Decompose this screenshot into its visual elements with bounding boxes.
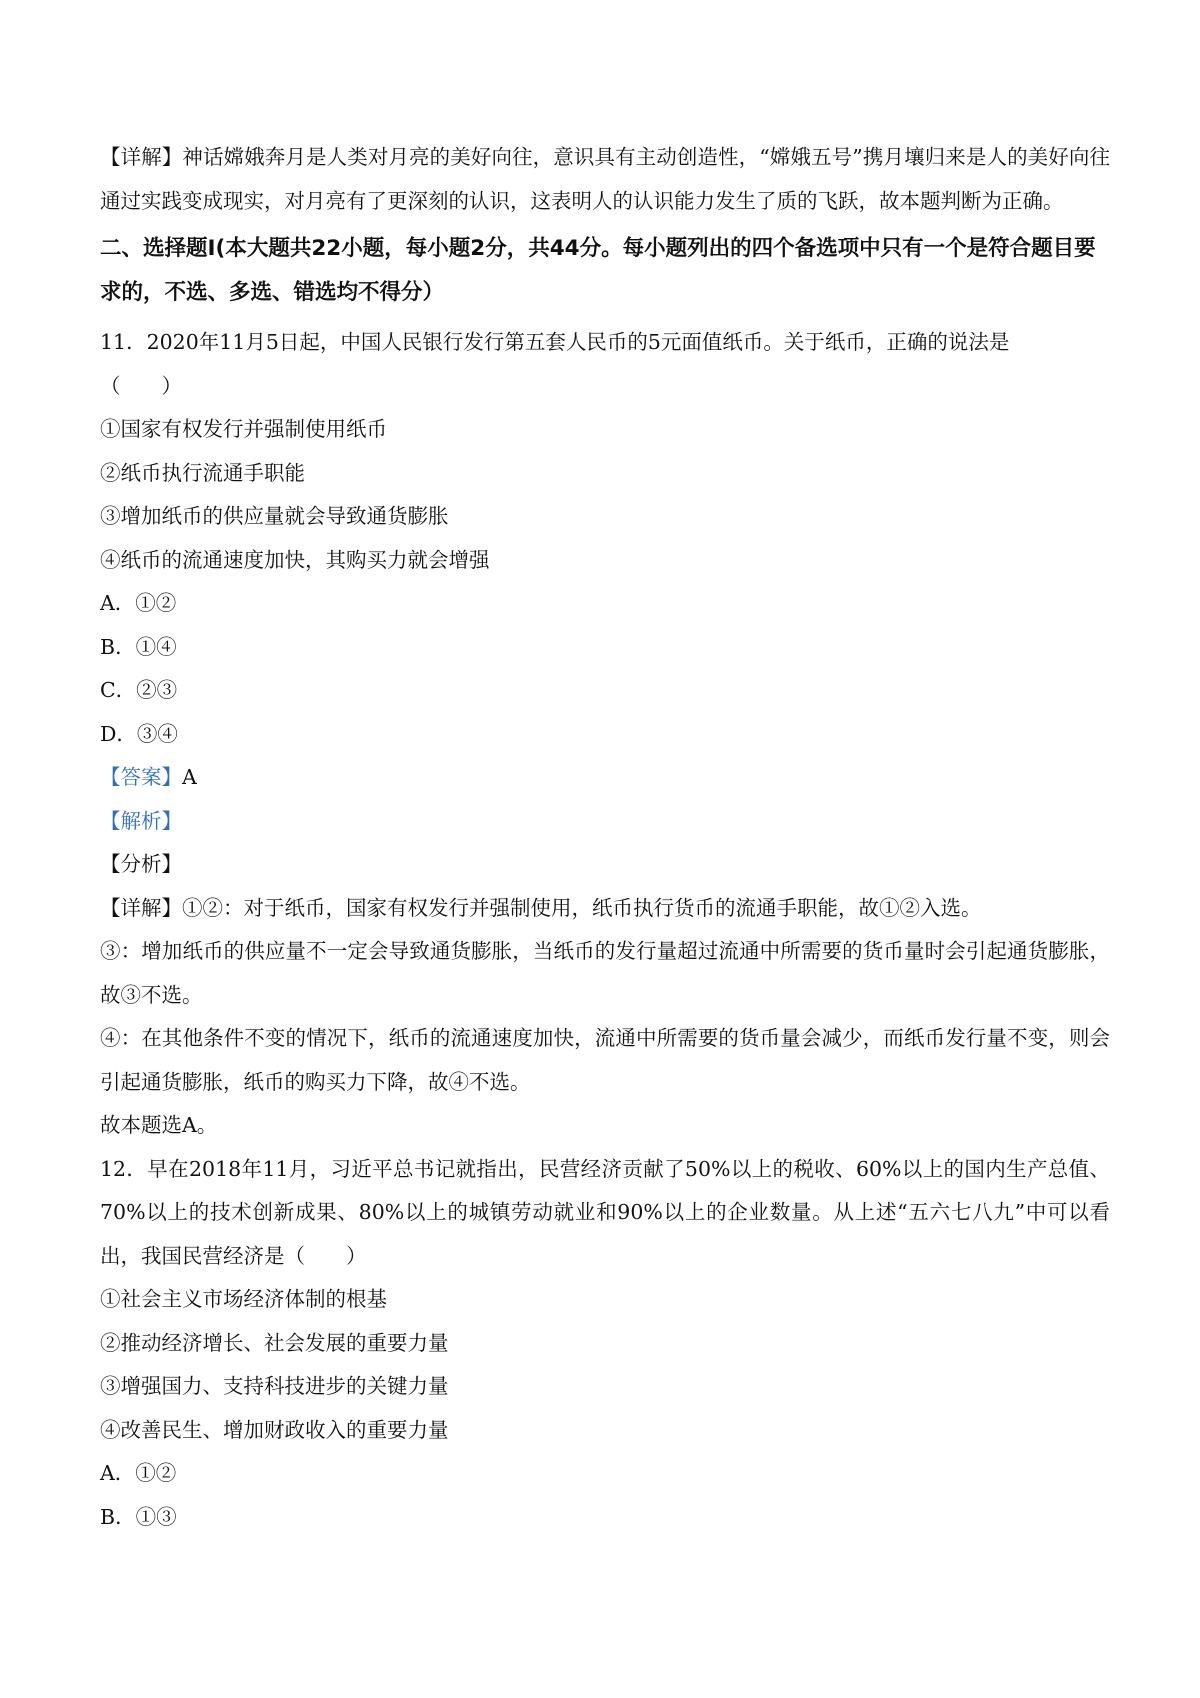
question-11-blank: （ ） [100,373,182,398]
option-b: B．①④ [100,634,177,659]
detail-line-1: 【详解】①②：对于纸币，国家有权发行并强制使用，纸币执行货币的流通手职能，故①②入选。 [100,895,982,920]
statement-3: ③增加纸币的供应量就会导致通货膨胀 [100,504,449,528]
document-page [100,136,1110,1539]
question-11-stem: 11．2020年11月5日起，中国人民银行发行第五套人民币的5元面值纸币。关于纸币，正确的说法是 [100,330,1010,354]
detail-conclusion: 故本题选A。 [100,1113,218,1137]
analysis-label: 【解析】 [100,808,182,833]
answer-value: A [182,765,197,789]
q12-statement-4: ④改善民生、增加财政收入的重要力量 [100,1417,449,1442]
detail-line-3: ④：在其他条件不变的情况下，纸币的流通速度加快，流通中所需要的货币量会减少，而纸币发行量不变，则会引起通货膨胀，纸币的购买力下降，故④不选。 [100,1026,1110,1094]
previous-question-detail: 【详解】神话嫦娥奔月是人类对月亮的美好向往，意识具有主动创造性，“嫦娥五号”携月壤归来是人的美好向往通过实践变成现实，对月亮有了更深刻的认识，这表明人的认识能力发生了质的飞跃，故本题判断为正确。 [100,145,1110,213]
option-d: D．③④ [100,721,178,746]
statement-1: ①国家有权发行并强制使用纸币 [100,417,387,441]
answer-label: 【答案】 [100,765,182,789]
question-11 [100,321,1110,1148]
q12-statement-3: ③增强国力、支持科技进步的关键力量 [100,1374,449,1398]
section-heading: 二、选择题I(本大题共22小题，每小题2分，共44分。每小题列出的四个备选项中只有一个是符合题目要求的，不选、多选、错选均不得分） [100,236,1096,305]
q12-option-a: A．①② [100,1461,177,1485]
statement-2: ②纸币执行流通手职能 [100,460,305,485]
question-12-stem: 12．早在2018年11月，习近平总书记就指出，民营经济贡献了50%以上的税收、60%以上的国内生产总值、70%以上的技术创新成果、80%以上的城镇劳动就业和90%以上的企业数量。从上述“五六七八九”中可以看出，我国民营经济是（ ） [100,1156,1110,1268]
answer-row [100,756,1110,800]
statement-4: ④纸币的流通速度加快，其购买力就会增强 [100,547,490,572]
q12-statement-2: ②推动经济增长、社会发展的重要力量 [100,1330,449,1355]
detail-line-2: ③：增加纸币的供应量不一定会导致通货膨胀，当纸币的发行量超过流通中所需要的货币量时会引起通货膨胀，故③不选。 [100,939,1110,1007]
option-c: C．②③ [100,678,178,702]
q12-option-b: B．①③ [100,1504,177,1529]
question-12 [100,1148,1110,1540]
fenxi-label: 【分析】 [100,852,182,876]
option-a: A．①② [100,591,177,615]
q12-statement-1: ①社会主义市场经济体制的根基 [100,1287,387,1311]
